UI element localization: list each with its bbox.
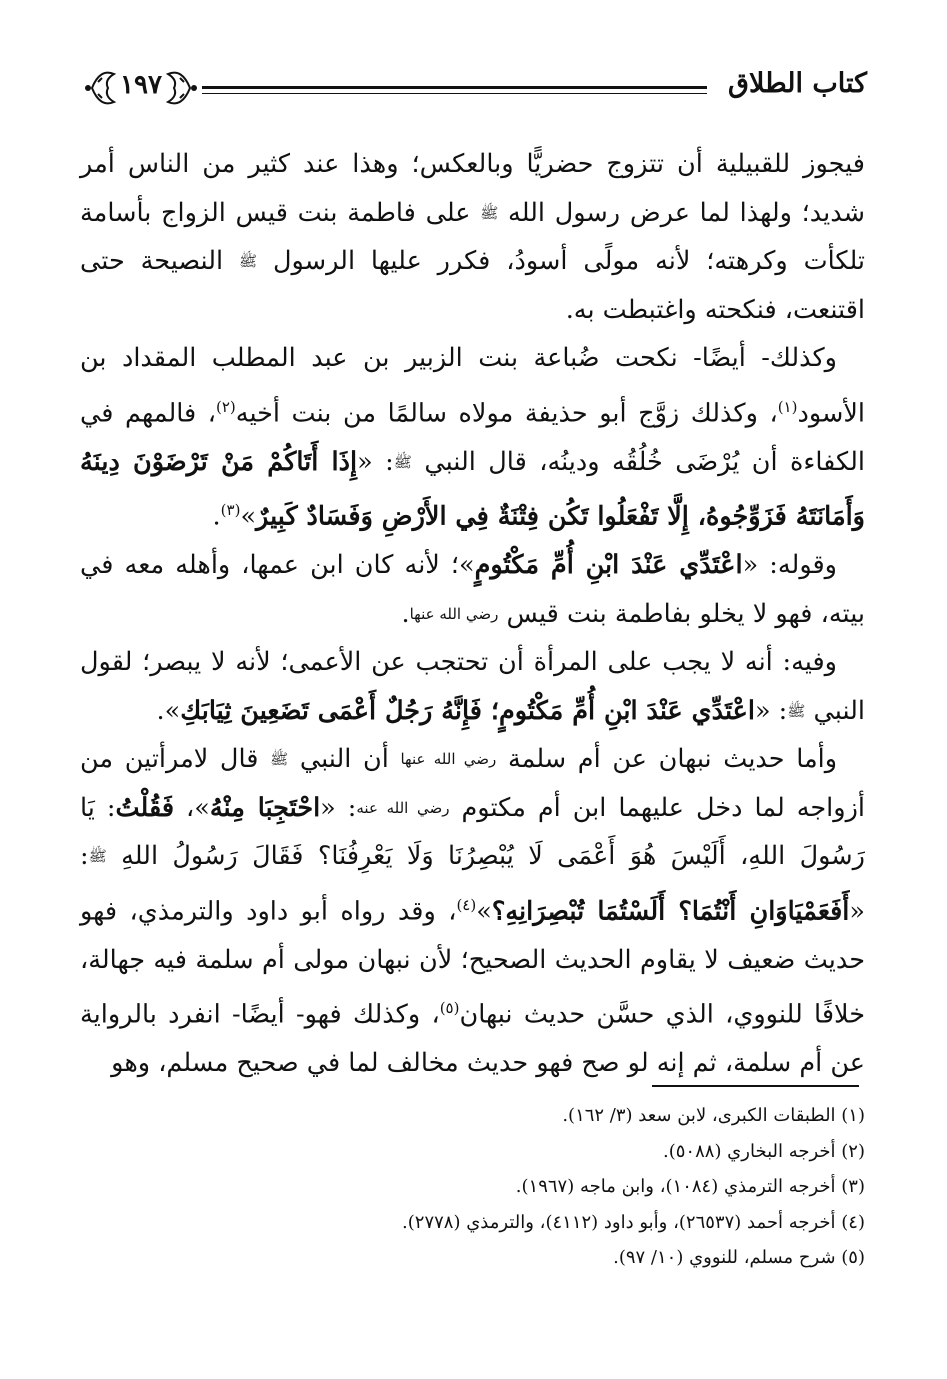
hadith-quote: إِذَا أَتَاكُمْ مَنْ تَرْضَوْنَ دِينَهُ وَأَمَانَتَهُ فَزَوِّجُوهُ، إِلَّا تَفْعَلُوا تَكُن فِتْنَةٌ فِي الأَرْضِ وَفَسَادٌ كَبِيرٌ [80, 446, 865, 532]
paragraph-4: وفيه: أنه لا يجب على المرأة أن تحتجب عن الأعمى؛ لأنه لا يبصر؛ لقول النبي ﷺ: «اعْتَدِّي عَنْدَ ابْنِ أُمِّ مَكْتُومٍ؛ فَإِنَّهُ رَجُلٌ أَعْمَى تَضَعِينَ ثِيَابَكِ». [80, 647, 865, 726]
paragraph-2: وكذلك- أيضًا- نكحت ضُباعة بنت الزبير بن عبد المطلب المقداد بن الأسود$^{(١)}$، وكذلك زوَّج أبو حذيفة مولاه سالمًا من بنت أخيه$^{(٢)}$، فالمهم في الكفاءة أن يُرْضَى خُلُقُه ودينُه، قال النبي ﷺ: «إِذَا أَتَاكُمْ مَنْ تَرْضَوْنَ دِينَهُ وَأَمَانَتَهُ فَزَوِّجُوهُ، إِلَّا تَفْعَلُوا تَكُن فِتْنَةٌ فِي الأَرْضِ وَفَسَادٌ كَبِيرٌ»$^{(٣)}$. [80, 343, 865, 532]
radia-honorific: رضي الله عنها [409, 604, 499, 623]
pbuh-honorific: ﷺ [270, 750, 289, 768]
footnote-ref-2: (٢) [216, 397, 236, 416]
page-header [82, 60, 867, 124]
paragraph-5: وأما حديث نبهان عن أم سلمة رضي الله عنها أن النبي ﷺ قال لامرأتين من أزواجه لما دخل عليهما ابن أم مكتوم رضي الله عنه: «احْتَجِبَا مِنْهُ»، فَقُلْتُ: يَا رَسُولَ اللهِ، أَلَيْسَ هُوَ أَعْمَى لَا يُبْصِرُنَا وَلَا يَعْرِفُنَا؟ فَقَالَ رَسُولُ اللهِ ﷺ: «أَفَعَمْيَاوَانِ أَنْتُمَا؟ أَلَسْتُمَا تُبْصِرَانِهِ؟»$^{(٤)}$، وقد رواه أبو داود والترمذي، فهو حديث ضعيف لا يقاوم الحديث الصحيح؛ لأن نبهان مولى أم سلمة فيه جهالة، خلافًا للنووي، الذي حسَّن حديث نبهان$^{(٥)}$، وكذلك فهو- أيضًا- انفرد بالرواية عن أم سلمة، ثم إنه لو صح فهو حديث مخالف لما في صحيح مسلم، وهو [80, 744, 866, 1078]
footnote-ref-1: (١) [777, 397, 798, 416]
paragraph-1: فيجوز للقبيلية أن تتزوج حضريًّا وبالعكس؛ وهذا عند كثير من الناس أمر شديد؛ ولهذا لما عرض رسول الله ﷺ على فاطمة بنت قيس الزواج بأسامة تلكأت وكرهته؛ لأنه مولًى أسودُ، فكرر عليها الرسول ﷺ النصيحة حتى اقتنعت، فنكحته واغتبطت به. [80, 149, 866, 325]
footnote-3: (٣) أخرجه الترمذي (١٠٨٤)، وابن ماجه (١٩٦٧). [515, 1176, 865, 1197]
footnote-2: (٢) أخرجه البخاري (٥٠٨٨). [663, 1140, 865, 1162]
footnote-4: (٤) أخرجه أحمد (٢٦٥٣٧)، وأبو داود (٤١١٢)، والترمذي (٢٧٧٨). [402, 1211, 865, 1233]
pbuh-honorific: ﷺ [480, 203, 499, 222]
footnote-ref-3: (٣) [220, 501, 241, 519]
pbuh-honorific: ﷺ [239, 252, 258, 270]
footnote-1: (١) الطبقات الكبرى، لابن سعد (٣/ ١٦٢). [562, 1105, 865, 1126]
radia-honorific: رضي الله عنه [356, 798, 450, 817]
pbuh-honorific: ﷺ [88, 847, 107, 865]
page-number: ١٩٧ [120, 70, 162, 100]
footnote-5: (٥) شرح مسلم، للنووي (١٠/ ٩٧). [613, 1247, 865, 1268]
hadith-quote: احْتَجِبَا مِنْهُ [209, 792, 321, 823]
footnote-separator [652, 1085, 859, 1087]
header-rule [202, 86, 707, 94]
hadith-quote: فَقُلْتُ [115, 792, 175, 823]
footnote-ref-4: (٤) [456, 895, 477, 914]
hadith-quote: اعْتَدِّي عَنْدَ ابْنِ أُمِّ مَكْتُومٍ؛ فَإِنَّهُ رَجُلٌ أَعْمَى تَضَعِينَ ثِيَابَكِ [180, 695, 755, 726]
radia-honorific: رضي الله عنها [400, 750, 497, 768]
pbuh-honorific: ﷺ [787, 701, 806, 720]
footnotes [80, 1098, 865, 1276]
body-text [80, 140, 865, 1088]
hadith-quote: أَفَعَمْيَاوَانِ أَنْتُمَا؟ أَلَسْتُمَا تُبْصِرَانِهِ؟ [491, 896, 850, 926]
footnote-ref-5: (٥) [439, 999, 460, 1017]
pbuh-honorific: ﷺ [393, 452, 412, 471]
paragraph-3: وقوله: «اعْتَدِّي عَنْدَ ابْنِ أُمِّ مَكْتُومٍ»؛ لأنه كان ابن عمها، وأهله معه في بيته، فهو لا يخلو بفاطمة بنت قيس رضي الله عنها. [80, 550, 865, 629]
hadith-quote: اعْتَدِّي عَنْدَ ابْنِ أُمِّ مَكْتُومٍ [474, 550, 743, 580]
book-title: كتاب الطلاق [728, 68, 867, 99]
